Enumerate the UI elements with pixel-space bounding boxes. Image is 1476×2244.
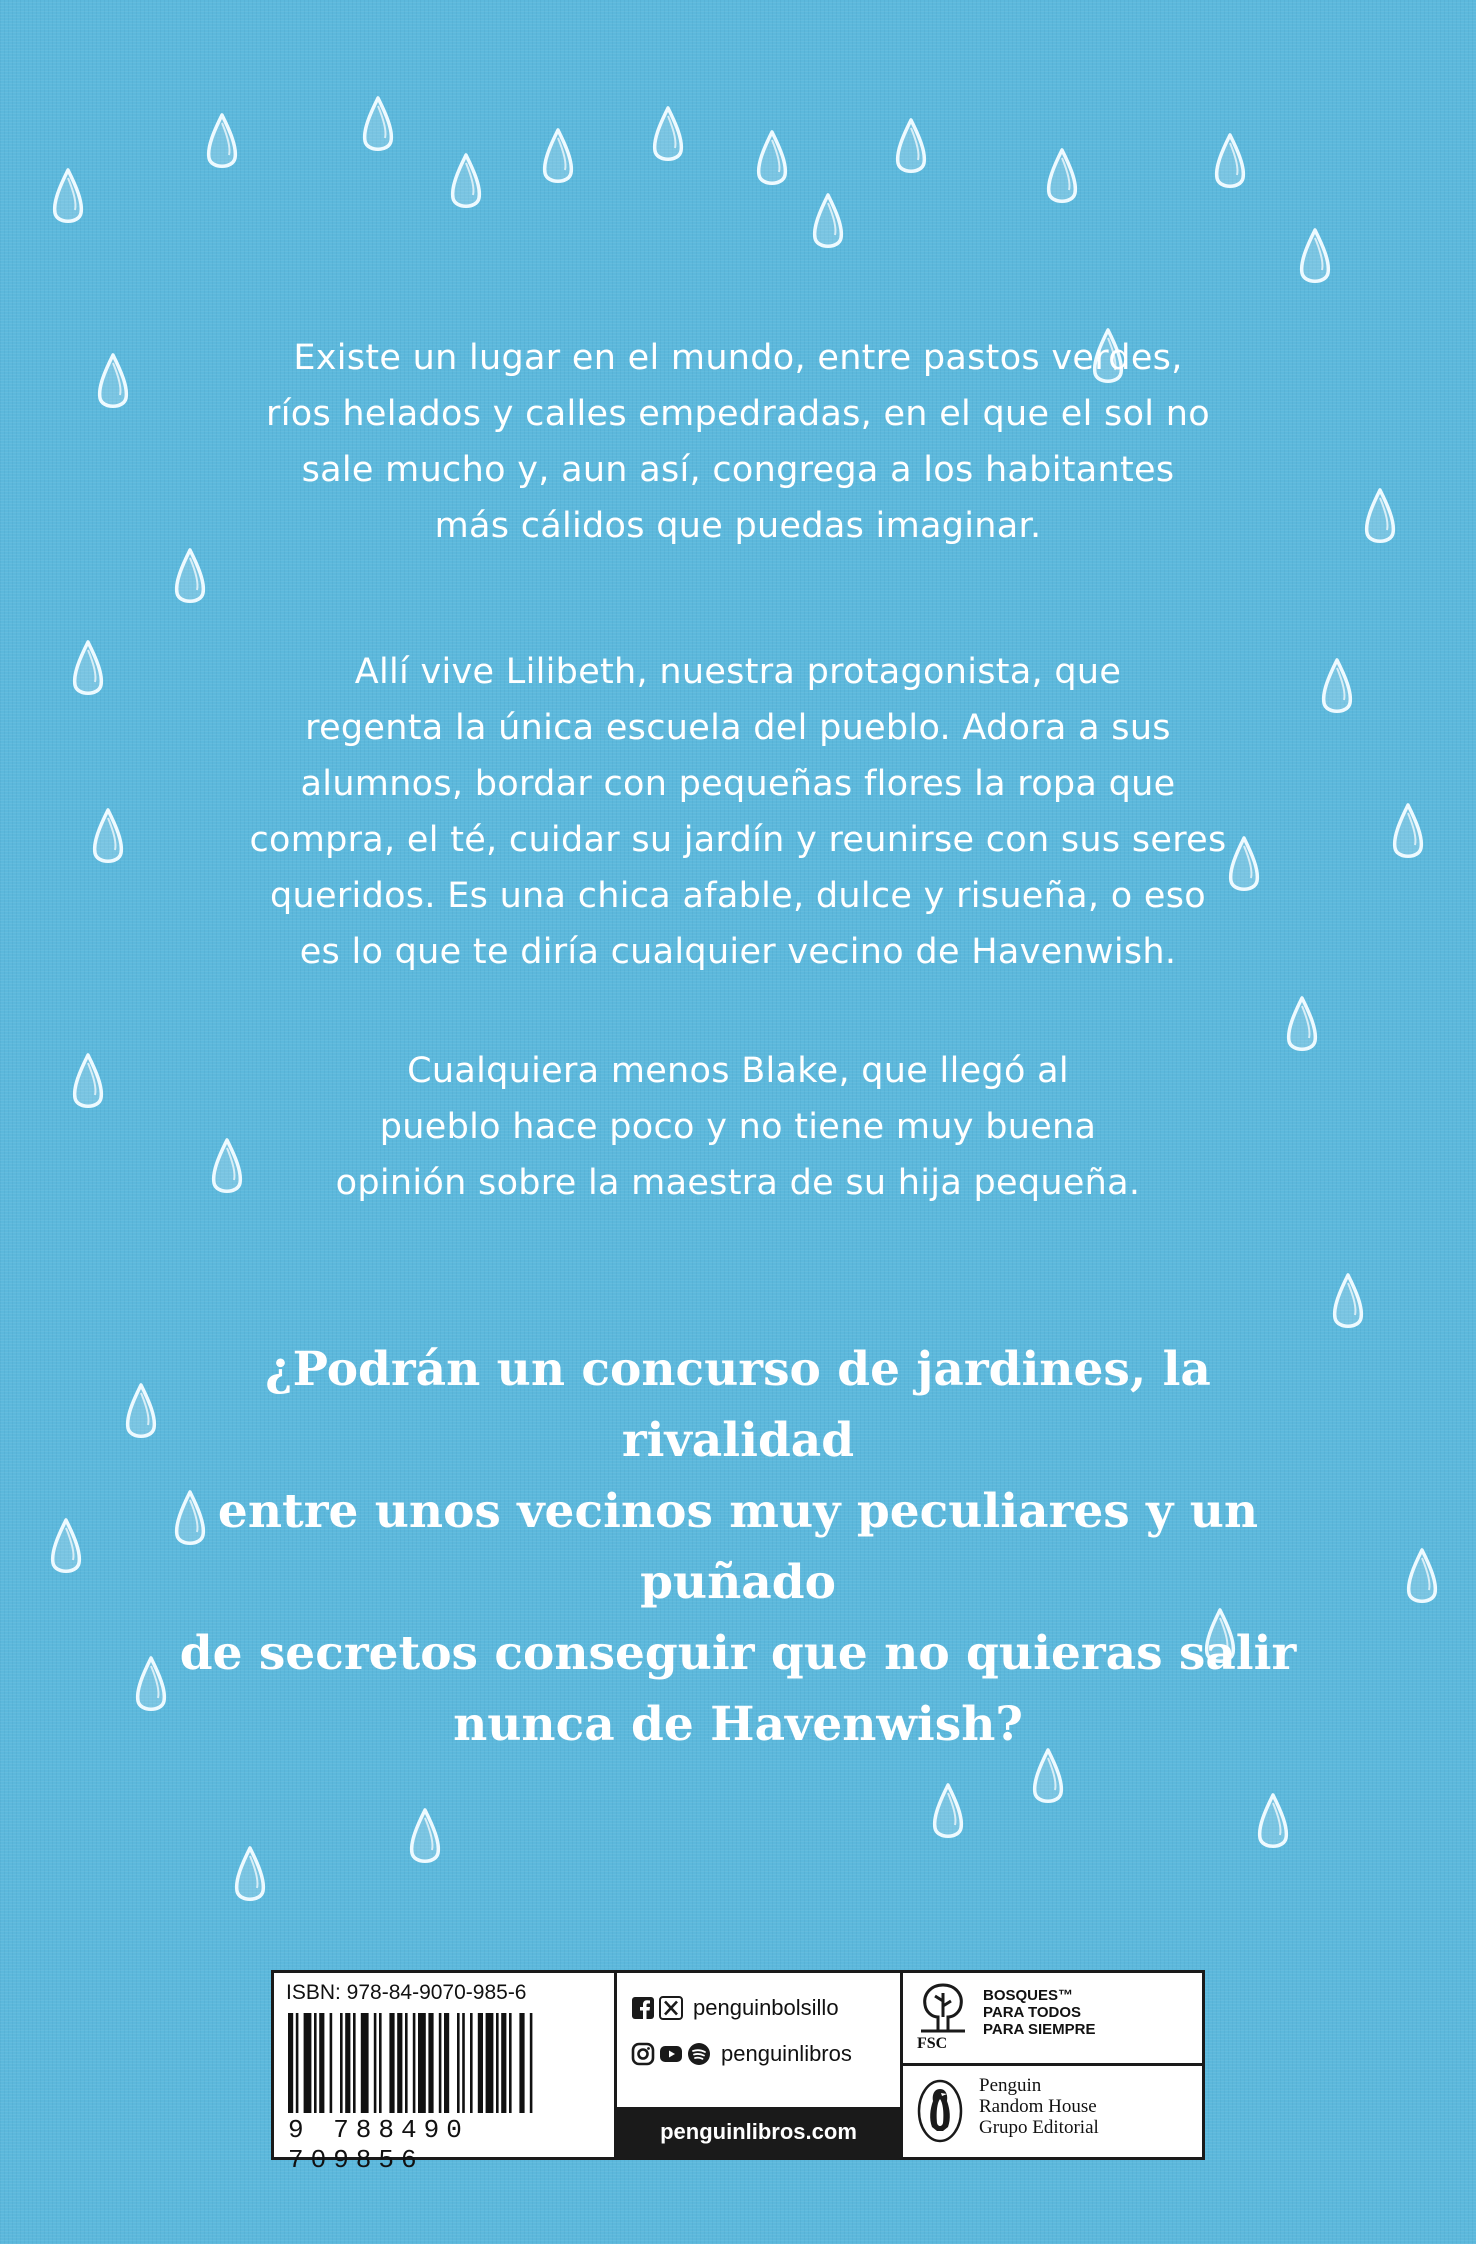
raindrop — [53, 1520, 80, 1571]
barcode-bar — [519, 2013, 524, 2113]
raindrop — [412, 1810, 439, 1861]
social-row-2 — [631, 2041, 852, 2067]
raindrop — [1409, 1550, 1436, 1601]
barcode-bar — [439, 2013, 442, 2113]
text-line: opinión sobre la maestra de su hija pequeña. — [335, 1163, 1141, 1203]
text-line: es lo que te diría cualquier vecino de Havenwish. — [299, 932, 1177, 972]
raindrop — [1324, 660, 1351, 711]
barcode-bar — [501, 2013, 506, 2113]
text-line: alumnos, bordar con pequeñas flores la ropa que — [300, 764, 1176, 804]
raindrop — [1335, 1275, 1362, 1326]
barcode-bar — [418, 2013, 426, 2113]
raindrop — [75, 642, 102, 693]
raindrop — [1395, 805, 1422, 856]
barcode-bar — [478, 2013, 483, 2113]
barcode-bar — [345, 2013, 350, 2113]
raindrop — [898, 120, 925, 171]
barcode-bar — [314, 2013, 317, 2113]
barcode-bar — [389, 2013, 394, 2113]
info-panel — [271, 1970, 1205, 2175]
publisher-name — [979, 2075, 1099, 2138]
raindrop — [177, 550, 204, 601]
text-line: Allí vive Lilibeth, nuestra protagonista, que — [354, 652, 1122, 692]
publisher-line: Grupo Editorial — [979, 2117, 1099, 2138]
logos-section — [903, 1973, 1202, 2157]
x-icon[interactable] — [659, 1996, 683, 2020]
youtube-icon[interactable] — [659, 2042, 683, 2066]
raindrop — [815, 195, 842, 246]
barcode-bar — [319, 2013, 324, 2113]
tagline-line: ¿Podrán un concurso de jardines, la rivalidad — [265, 1342, 1211, 1468]
raindrop — [75, 1055, 102, 1106]
raindrop — [100, 355, 127, 406]
tagline-line: de secretos conseguir que no quieras salir — [179, 1626, 1297, 1681]
raindrop — [209, 115, 236, 166]
penguin-icon — [917, 2079, 963, 2143]
isbn-label: ISBN: 978-84-9070-985-6 — [286, 1981, 527, 2004]
raindrop — [1367, 490, 1394, 541]
barcode-bar — [296, 2013, 299, 2113]
barcode-bar — [530, 2013, 533, 2113]
synopsis-paragraph-2 — [180, 644, 1296, 980]
barcode-bar — [486, 2013, 494, 2113]
barcode-bar — [509, 2013, 512, 2113]
raindrop — [759, 132, 786, 183]
barcode-bar — [330, 2013, 333, 2113]
tagline-line: nunca de Havenwish? — [453, 1697, 1023, 1752]
barcode-bar — [374, 2013, 377, 2113]
spotify-icon[interactable] — [687, 2042, 711, 2066]
raindrop — [128, 1385, 155, 1436]
text-line: ríos helados y calles empedradas, en el que el sol no — [266, 394, 1210, 434]
raindrop — [95, 810, 122, 861]
barcode-bar — [340, 2013, 343, 2113]
raindrop — [1302, 230, 1329, 281]
barcode-bar — [470, 2013, 473, 2113]
text-line: sale mucho y, aun así, congrega a los habitantes — [301, 450, 1175, 490]
synopsis-paragraph-3 — [180, 1043, 1296, 1211]
fsc-label: FSC — [917, 2035, 948, 2052]
fsc-block — [903, 1973, 1202, 2066]
fsc-line: BOSQUES™ — [983, 1987, 1074, 2004]
raindrop — [935, 1785, 962, 1836]
barcode-bar — [353, 2013, 356, 2113]
social-handle[interactable]: penguinlibros — [721, 2041, 852, 2066]
raindrop — [55, 170, 82, 221]
barcode — [288, 2013, 600, 2113]
barcode-section — [274, 1973, 617, 2175]
barcode-bar — [496, 2013, 499, 2113]
text-line: pueblo hace poco y no tiene muy buena — [379, 1107, 1097, 1147]
barcode-bar — [304, 2013, 312, 2113]
raindrop — [1289, 998, 1316, 1049]
social-section — [617, 1973, 903, 2157]
fsc-line: PARA SIEMPRE — [983, 2021, 1096, 2038]
tree-icon — [917, 1981, 969, 2035]
barcode-bar — [413, 2013, 416, 2113]
raindrop — [1049, 150, 1076, 201]
raindrop — [1260, 1795, 1287, 1846]
raindrop — [237, 1848, 264, 1899]
social-row-1 — [631, 1995, 839, 2021]
barcode-bar — [462, 2013, 465, 2113]
raindrop — [453, 155, 480, 206]
barcode-bar — [361, 2013, 369, 2113]
raindrop — [545, 130, 572, 181]
fsc-slogan — [983, 1987, 1096, 2038]
facebook-icon[interactable] — [631, 1996, 655, 2020]
text-line: más cálidos que puedas imaginar. — [434, 506, 1042, 546]
tagline — [160, 1334, 1316, 1760]
barcode-bar — [428, 2013, 433, 2113]
synopsis-paragraph-1 — [180, 330, 1296, 554]
barcode-bar — [397, 2013, 402, 2113]
barcode-bar — [379, 2013, 382, 2113]
text-line: regenta la única escuela del pueblo. Adora a sus — [305, 708, 1171, 748]
raindrop — [1217, 135, 1244, 186]
social-handle[interactable]: penguinbolsillo — [693, 1995, 839, 2020]
fsc-line: PARA TODOS — [983, 2004, 1082, 2021]
publisher-line: Penguin — [979, 2075, 1042, 2096]
barcode-bar — [444, 2013, 449, 2113]
text-line: queridos. Es una chica afable, dulce y risueña, o eso — [270, 876, 1206, 916]
barcode-bar — [457, 2013, 460, 2113]
website-link[interactable]: penguinlibros.com — [617, 2107, 900, 2157]
barcode-bar — [405, 2013, 408, 2113]
text-line: Cualquiera menos Blake, que llegó al — [407, 1051, 1069, 1091]
text-line: Existe un lugar en el mundo, entre pastos verdes, — [293, 338, 1183, 378]
instagram-icon[interactable] — [631, 2042, 655, 2066]
barcode-number: 9 788490 709856 — [288, 2115, 469, 2175]
raindrop — [365, 98, 392, 149]
barcode-bar — [288, 2013, 293, 2113]
publisher-line: Random House — [979, 2096, 1097, 2117]
text-line: compra, el té, cuidar su jardín y reunirse con sus seres — [249, 820, 1227, 860]
tagline-line: entre unos vecinos muy peculiares y un puñado — [217, 1484, 1259, 1610]
raindrop — [655, 108, 682, 159]
